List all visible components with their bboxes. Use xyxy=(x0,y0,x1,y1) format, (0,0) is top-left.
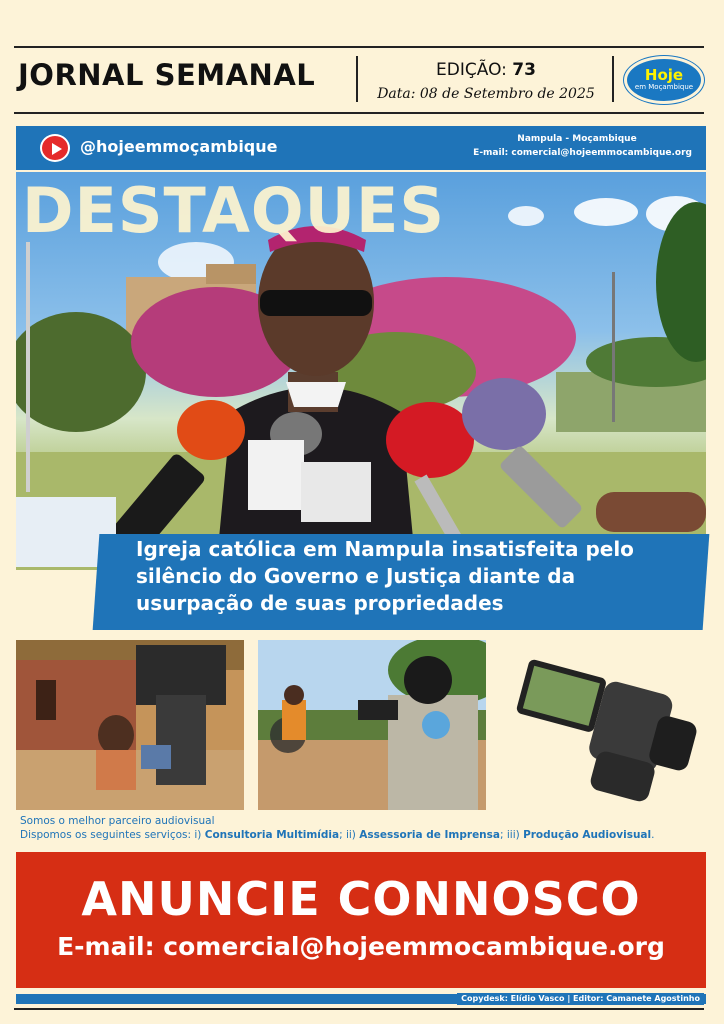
services-sep: ; ii) xyxy=(339,829,360,841)
services-text xyxy=(20,814,654,842)
top-rule xyxy=(14,46,704,48)
services-intro: Dispomos os seguintes serviços: i) xyxy=(20,829,205,841)
service-consultoria: Consultoria Multimídia xyxy=(204,829,340,841)
edition-label: EDIÇÃO: xyxy=(436,60,507,80)
thumb-camcorder xyxy=(504,640,704,810)
contact-bar xyxy=(16,126,706,170)
youtube-handle[interactable]: @hojeemmoçambique xyxy=(80,137,278,156)
youtube-icon[interactable] xyxy=(40,134,70,162)
logo-sub-text: em Moçambique xyxy=(634,83,694,91)
location-text: Nampula - Moçambique xyxy=(517,134,637,144)
section-watermark: DESTAQUES xyxy=(22,174,445,247)
contact-email[interactable]: E-mail: comercial@hojeemmocambique.org xyxy=(473,148,692,158)
service-assessoria: Assessoria de Imprensa xyxy=(359,829,500,841)
edition-info xyxy=(370,60,602,80)
service-producao: Produção Audiovisual xyxy=(523,829,652,841)
masthead-title: JORNAL SEMANAL xyxy=(18,58,316,92)
logo-main-text: Hoje xyxy=(644,66,684,84)
issue-date: Data: 08 de Setembro de 2025 xyxy=(377,86,595,102)
header-bottom-rule xyxy=(14,112,704,114)
ad-title: ANUNCIE CONNOSCO xyxy=(81,872,641,926)
services-sep: ; iii) xyxy=(500,829,524,841)
hero-photo xyxy=(16,172,706,570)
services-list xyxy=(20,828,654,842)
advertisement-banner[interactable] xyxy=(16,852,706,988)
header-divider xyxy=(356,56,358,102)
header-divider xyxy=(612,56,614,102)
thumb-camera-operator xyxy=(258,640,486,810)
services-tagline: Somos o melhor parceiro audiovisual xyxy=(20,815,215,827)
lead-headline[interactable]: Igreja católica em Nampula insatisfeita pelo silêncio do Governo e Justiça diante da usurpação de suas propriedades xyxy=(136,537,634,615)
brand-logo[interactable] xyxy=(624,56,704,104)
bottom-rule xyxy=(14,1008,704,1010)
thumb-filming-village xyxy=(16,640,244,810)
services-end: . xyxy=(651,829,655,841)
ad-email[interactable]: E-mail: comercial@hojeemmocambique.org xyxy=(57,932,665,961)
edition-number: 73 xyxy=(512,60,536,80)
footer-credits: Copydesk: Elídio Vasco | Editor: Camanete Agostinho xyxy=(457,993,704,1005)
